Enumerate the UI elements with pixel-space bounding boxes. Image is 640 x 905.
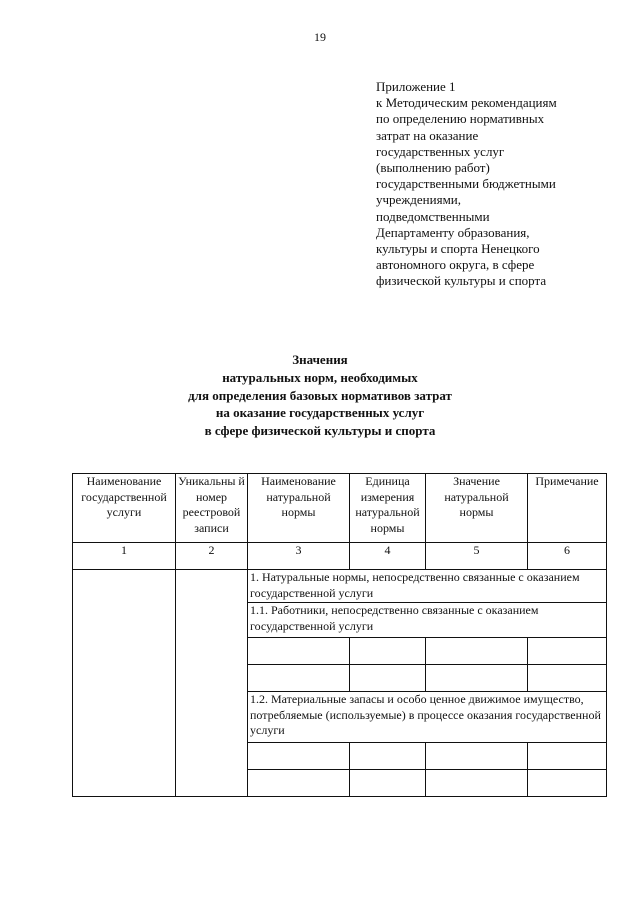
- appendix-line: затрат на оказание: [376, 127, 479, 143]
- title-line: в сфере физической культуры и спорта: [204, 423, 436, 439]
- title-line: Значения: [292, 352, 348, 367]
- document-title: [0, 351, 640, 440]
- appendix-line: Департаменту образования,: [376, 224, 530, 240]
- note-cell: [528, 665, 607, 692]
- norm-value-cell: [426, 770, 528, 797]
- table-header-row: [73, 474, 607, 543]
- appendix-line: Приложение 1: [376, 79, 456, 94]
- norm-name-cell: [248, 770, 350, 797]
- header-service-name: Наименование государственной услуги: [73, 474, 176, 543]
- appendix-line: по определению нормативных: [376, 111, 545, 127]
- appendix-line: подведомственными: [376, 208, 490, 224]
- note-cell: [528, 770, 607, 797]
- unit-cell: [350, 665, 426, 692]
- header-unit: Единица измерения натуральной нормы: [350, 474, 426, 543]
- unit-cell: [350, 743, 426, 770]
- note-cell: [528, 638, 607, 665]
- header-note: Примечание: [528, 474, 607, 543]
- unit-cell: [350, 770, 426, 797]
- header-norm-name: Наименование натуральной нормы: [248, 474, 350, 543]
- appendix-line: автономного округа, в сфере: [376, 257, 535, 273]
- appendix-block: [376, 79, 606, 290]
- note-cell: [528, 743, 607, 770]
- appendix-line: (выполнению работ): [376, 160, 490, 176]
- registry-number-cell: [176, 570, 248, 797]
- title-line: натуральных норм, необходимых: [222, 369, 418, 385]
- norm-value-cell: [426, 743, 528, 770]
- section-natural-norms: 1. Натуральные нормы, непосредственно связанные с оказанием государственной услуги: [248, 570, 607, 603]
- column-number: 5: [426, 543, 528, 570]
- title-line: для определения базовых нормативов затрат: [188, 387, 452, 403]
- service-name-cell: [73, 570, 176, 797]
- appendix-line: культуры и спорта Ненецкого: [376, 241, 540, 257]
- section-workers: 1.1. Работники, непосредственно связанные с оказанием государственной услуги: [248, 603, 607, 638]
- title-line: на оказание государственных услуг: [215, 405, 425, 421]
- page-number: 19: [314, 30, 326, 44]
- norm-name-cell: [248, 743, 350, 770]
- column-number: 3: [248, 543, 350, 570]
- column-number: 2: [176, 543, 248, 570]
- appendix-line: государственных услуг: [376, 143, 505, 159]
- natural-norms-table: [72, 473, 607, 797]
- norm-value-cell: [426, 665, 528, 692]
- column-number: 1: [73, 543, 176, 570]
- unit-cell: [350, 638, 426, 665]
- header-norm-value: Значение натуральной нормы: [426, 474, 528, 543]
- column-number: 4: [350, 543, 426, 570]
- appendix-line: государственными бюджетными: [376, 176, 556, 192]
- appendix-line: учреждениями,: [376, 192, 462, 208]
- norm-value-cell: [426, 638, 528, 665]
- appendix-line: физической культуры и спорта: [376, 273, 547, 289]
- norm-name-cell: [248, 665, 350, 692]
- section-materials: 1.2. Материальные запасы и особо ценное движимое имущество, потребляемые (используемые) в процессе оказания государственной услуги: [248, 692, 607, 743]
- column-number: 6: [528, 543, 607, 570]
- column-number-row: [73, 543, 607, 570]
- appendix-line: к Методическим рекомендациям: [376, 95, 557, 111]
- header-registry-number: Уникальны й номер реестровой записи: [176, 474, 248, 543]
- table-row: [73, 570, 607, 603]
- norm-name-cell: [248, 638, 350, 665]
